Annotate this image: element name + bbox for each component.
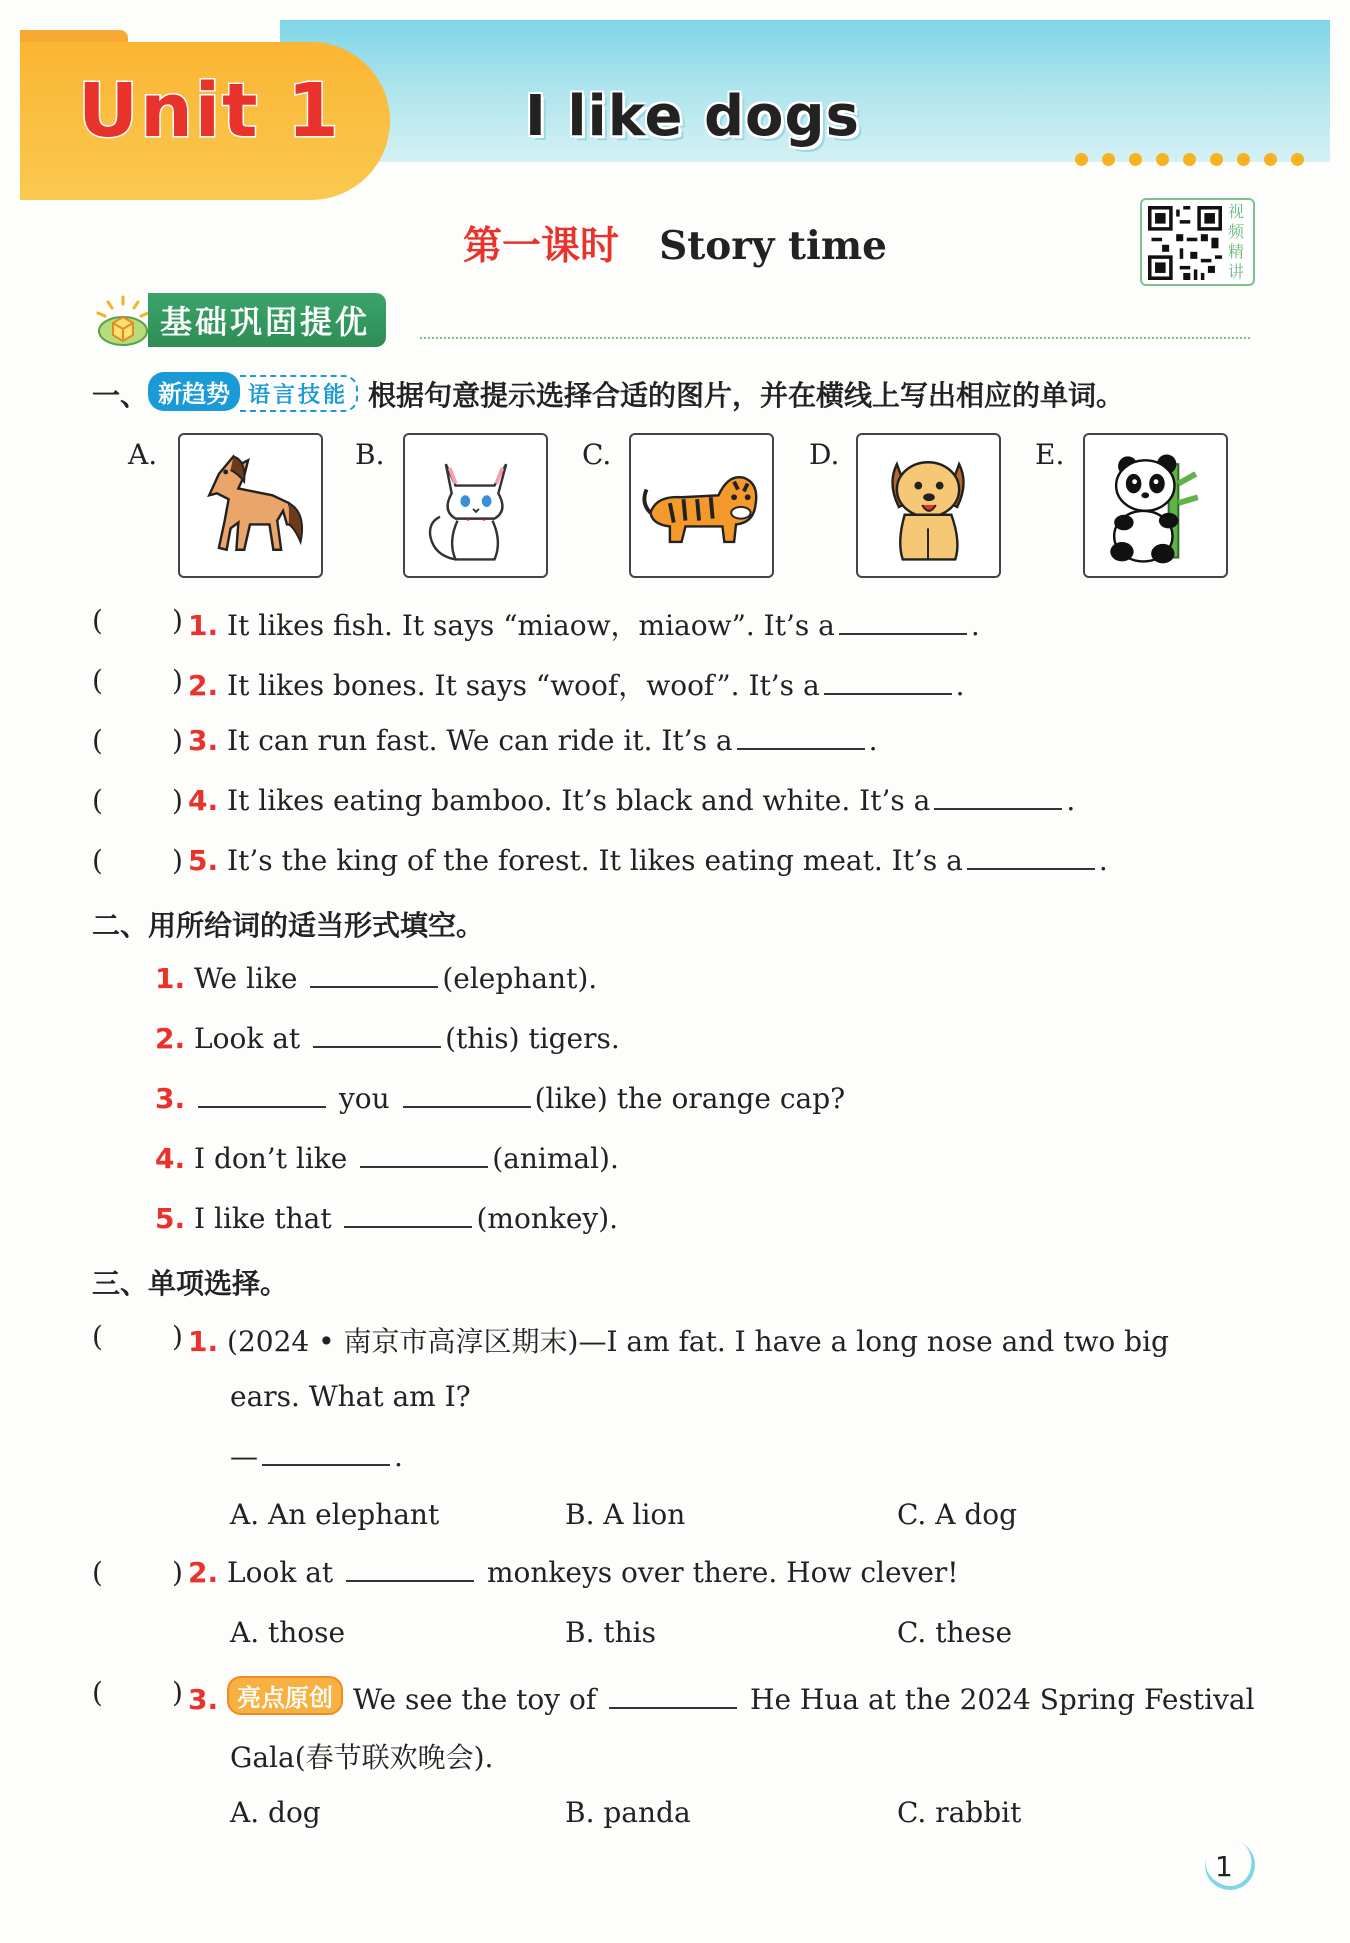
option-letter-d: D. [809,438,840,471]
question-text: It likes eating bamboo. It’s black and white. It’s a [227,784,931,817]
part3-q1-line2: ears. What am I? [230,1380,471,1413]
answer-blank[interactable] [967,846,1095,870]
part3-title: 三、单项选择。 [92,1267,289,1300]
qr-code-icon [1148,206,1222,280]
answer-blank[interactable] [839,611,967,635]
q1-option-c[interactable]: C. A dog [897,1498,1018,1531]
option-picture-tiger [629,433,774,578]
answer-blank[interactable] [737,726,865,750]
sun-box-icon [92,293,154,347]
part2-title: 二、用所给词的适当形式填空。 [92,909,485,942]
option-letter-e: E. [1035,438,1065,471]
option-picture-panda [1083,433,1228,578]
part2-question-3: 3. you (like) the orange cap? [155,1082,846,1115]
lesson-period-cn: 第一课时 [463,224,620,269]
tiger-icon [631,435,772,576]
question-text: It likes bones. It says “woof，woof”. It’s a [227,669,820,702]
unit-label: Unit 1 [78,68,341,154]
original-badge: 亮点原创 [227,1676,343,1715]
answer-blank[interactable] [360,1144,488,1168]
answer-blank[interactable] [346,1558,474,1582]
option-picture-cat [403,433,548,578]
question-number: 1. [188,609,219,642]
answer-blank[interactable] [824,671,952,695]
option-letter-a: A. [128,438,158,471]
unit-title: I like dogs [525,84,860,149]
part2-question-4: 4. I don’t like (animal). [155,1142,619,1175]
question-number: 5. [188,844,219,877]
option-picture-dog [856,433,1001,578]
answer-blank[interactable] [403,1084,531,1108]
q3-option-c[interactable]: C. rabbit [897,1796,1022,1829]
option-letter-b: B. [355,438,385,471]
horse-icon [180,435,321,576]
question-number: 2. [188,669,219,702]
cat-icon [405,435,546,576]
lesson-period-en: Story time [659,223,887,269]
q2-option-b[interactable]: B. this [565,1616,656,1649]
answer-blank[interactable] [198,1084,326,1108]
panda-icon [1085,435,1226,576]
part1-instruction-text: 根据句意提示选择合适的图片，并在横线上写出相应的单词。 [368,379,1125,412]
answer-blank[interactable] [313,1024,441,1048]
section-divider [420,337,1250,339]
trend-badge: 新趋势 [148,372,240,411]
question-text: It likes fish. It says “miaow，miaow”. It’s a [227,609,835,642]
part3-q3-line2: Gala(春节联欢晚会). [230,1741,494,1774]
q2-option-c[interactable]: C. these [897,1616,1013,1649]
part1-index: 一、 [92,379,149,412]
q3-option-a[interactable]: A. dog [230,1796,321,1829]
part3-q1-line3: — . [230,1440,403,1473]
part2-question-5: 5. I like that (monkey). [155,1202,619,1235]
question-text: It’s the king of the forest. It likes eating meat. It’s a [227,844,963,877]
question-number: 4. [188,784,219,817]
q1-option-a[interactable]: A. An elephant [230,1498,440,1531]
answer-blank[interactable] [934,786,1062,810]
dog-icon [858,435,999,576]
qr-label: 视频精讲 [1228,202,1245,281]
question-number: 3. [188,724,219,757]
part2-question-1: 1. We like (elephant). [155,962,598,995]
video-qr-code[interactable] [1140,198,1255,286]
q1-option-b[interactable]: B. A lion [565,1498,686,1531]
q2-option-a[interactable]: A. those [230,1616,346,1649]
question-text: It can run fast. We can ride it. It’s a [227,724,733,757]
page-number: 1 [1215,1850,1233,1883]
answer-blank[interactable] [609,1685,737,1709]
section-tag: 基础巩固提优 [148,293,386,347]
answer-blank[interactable] [310,964,438,988]
q3-option-b[interactable]: B. panda [565,1796,691,1829]
section-header [92,297,386,343]
answer-blank[interactable] [344,1204,472,1228]
answer-blank[interactable] [262,1442,390,1466]
skill-badge: 语言技能 [240,375,358,412]
banner-dots [1075,153,1304,166]
option-picture-horse [178,433,323,578]
part2-question-2: 2. Look at (this) tigers. [155,1022,620,1055]
part1-instruction [92,372,1124,414]
option-letter-c: C. [582,438,612,471]
